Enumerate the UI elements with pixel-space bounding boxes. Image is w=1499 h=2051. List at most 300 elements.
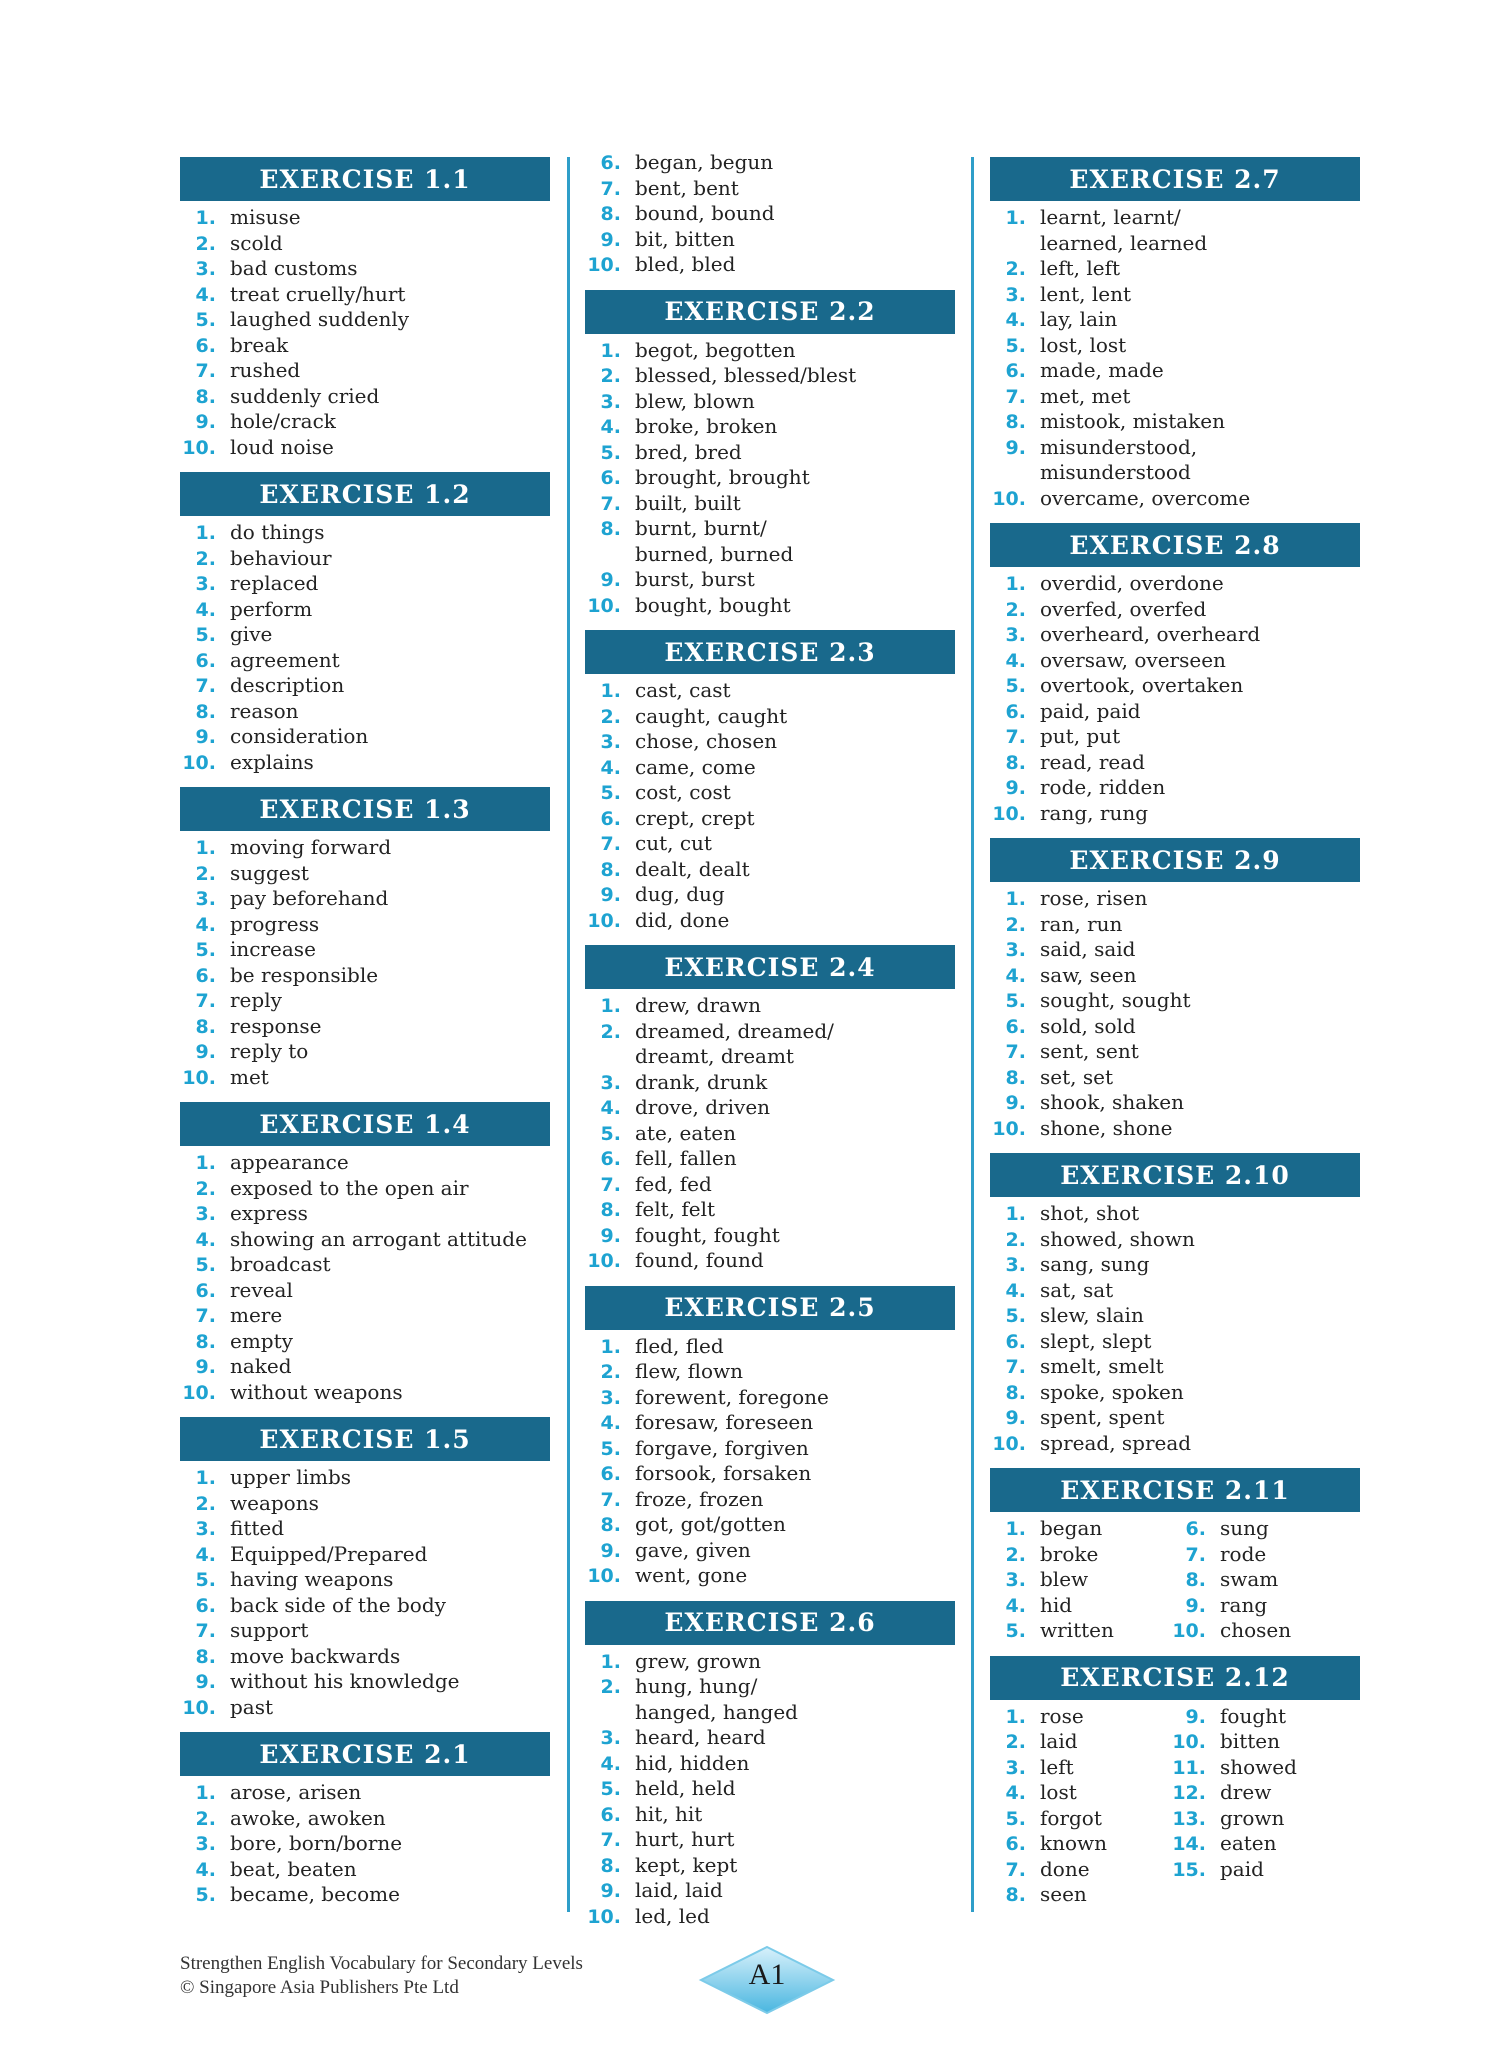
item-answer: beat, beaten — [230, 1856, 357, 1881]
item-answer: reason — [230, 698, 299, 723]
item-answer: move backwards — [230, 1643, 401, 1668]
item-number: 10. — [992, 1117, 1026, 1140]
item-answer: burnt, burnt/ — [635, 516, 767, 540]
item-number: 1. — [1005, 1518, 1026, 1540]
answer-item — [585, 1512, 955, 1538]
item-answer: misuse — [230, 205, 301, 229]
answer-item — [585, 1538, 955, 1564]
answer-item — [585, 857, 955, 883]
item-number: 1. — [195, 207, 216, 229]
item-answer: said, said — [1040, 937, 1136, 961]
item-number: 7. — [600, 1173, 621, 1196]
item-answer: scold — [230, 230, 283, 255]
item-answer: perform — [230, 596, 313, 621]
item-answer: suggest — [230, 860, 309, 885]
answer-item — [585, 414, 955, 440]
item-number: 6. — [1005, 1833, 1026, 1855]
column-divider — [971, 157, 974, 1912]
answer-item — [180, 1618, 550, 1644]
item-number: 1. — [1005, 1705, 1026, 1728]
item-number: 1. — [600, 995, 621, 1017]
answer-item — [180, 409, 550, 435]
item-number: 12. — [1172, 1782, 1206, 1804]
answer-item — [180, 546, 550, 572]
answer-item — [585, 338, 955, 364]
item-answer: left, left — [1040, 256, 1121, 280]
item-number: 6. — [1005, 700, 1026, 723]
item-number: 7. — [600, 492, 621, 515]
item-answer: forsook, forsaken — [635, 1461, 812, 1485]
answer-item — [180, 205, 550, 231]
item-number: 8. — [195, 1645, 216, 1668]
item-answer: laughed suddenly — [230, 307, 410, 331]
item-number: 5. — [195, 309, 216, 331]
item-answer: fled, fled — [635, 1333, 724, 1358]
item-number: 2. — [600, 1020, 621, 1043]
item-answer: blew, blown — [635, 388, 755, 413]
answer-item — [585, 729, 955, 755]
item-answer: heard, heard — [635, 1725, 766, 1749]
item-answer-continuation: misunderstood — [1040, 460, 1191, 484]
item-answer: grew, grown — [635, 1648, 762, 1673]
item-answer: crept, crept — [635, 805, 755, 830]
item-number: 6. — [600, 1803, 621, 1826]
item-answer: done — [1040, 1856, 1090, 1881]
item-answer: written — [1040, 1618, 1114, 1642]
item-number: 3. — [1005, 1254, 1026, 1276]
item-number: 13. — [1172, 1807, 1206, 1830]
item-number: 10. — [182, 1696, 216, 1719]
exercise-heading: EXERCISE 2.4 — [585, 945, 955, 989]
answer-item — [585, 1095, 955, 1121]
answer-item — [990, 435, 1360, 461]
item-answer: held, held — [635, 1776, 736, 1800]
item-answer: rang, rung — [1040, 800, 1149, 825]
item-number: 4. — [195, 1228, 216, 1251]
answer-item — [990, 1303, 1360, 1329]
answer-item — [1170, 1729, 1360, 1755]
item-number: 5. — [1005, 1305, 1026, 1327]
exercise-block — [180, 472, 550, 775]
item-number: 8. — [600, 1854, 621, 1877]
item-number: 3. — [600, 1727, 621, 1749]
item-number: 15. — [1172, 1858, 1206, 1881]
answer-item — [990, 486, 1360, 512]
item-answer: without his knowledge — [230, 1669, 460, 1693]
item-answer: sung — [1220, 1516, 1269, 1540]
exercise-block — [180, 1102, 550, 1405]
answer-item — [585, 1461, 955, 1487]
item-number: 8. — [1005, 411, 1026, 433]
item-number: 10. — [182, 751, 216, 774]
exercise-block — [990, 523, 1360, 826]
answer-item — [180, 1065, 550, 1091]
item-number: 3. — [195, 258, 216, 280]
item-number: 1. — [195, 1467, 216, 1489]
item-answer: fed, fed — [635, 1171, 712, 1196]
answer-item — [180, 1857, 550, 1883]
answer-item — [990, 1755, 1170, 1781]
item-number: 5. — [1005, 334, 1026, 357]
answer-item — [180, 1176, 550, 1202]
item-answer: having weapons — [230, 1567, 394, 1591]
item-answer: paid, paid — [1040, 698, 1141, 723]
answer-item — [585, 1802, 955, 1828]
item-answer: fought, fought — [635, 1222, 780, 1247]
item-answer: forgot — [1040, 1805, 1102, 1830]
item-number: 1. — [195, 837, 216, 859]
item-number: 10. — [182, 1381, 216, 1404]
item-answer: overdid, overdone — [1040, 571, 1224, 595]
exercise-block — [990, 1656, 1360, 1908]
item-answer: bound, bound — [635, 201, 775, 225]
footer-copyright: © Singapore Asia Publishers Pte Ltd — [180, 1977, 459, 1998]
answer-column-2 — [585, 150, 955, 1941]
item-answer: swam — [1220, 1567, 1279, 1591]
item-answer: dug, dug — [635, 882, 725, 906]
answer-item — [585, 176, 955, 202]
answer-item — [990, 205, 1360, 231]
item-number: 1. — [195, 1782, 216, 1804]
item-answer: reply to — [230, 1039, 309, 1063]
answer-item — [990, 724, 1360, 750]
answer-item — [990, 1593, 1170, 1619]
answer-item — [180, 1227, 550, 1253]
item-number: 10. — [992, 487, 1026, 510]
answer-item — [585, 1751, 955, 1777]
answer-item — [1170, 1542, 1360, 1568]
answer-item — [585, 882, 955, 908]
item-number: 1. — [195, 522, 216, 544]
item-answer: lost, lost — [1040, 332, 1127, 357]
item-number: 5. — [195, 1884, 216, 1906]
answer-item — [1170, 1567, 1360, 1593]
item-number: 3. — [1005, 939, 1026, 961]
item-number: 3. — [1005, 283, 1026, 306]
answer-item — [990, 1882, 1170, 1908]
answer-item — [990, 1431, 1360, 1457]
answer-item — [990, 1014, 1360, 1040]
item-answer: give — [230, 622, 273, 646]
item-answer: shot, shot — [1040, 1201, 1140, 1225]
answer-item — [990, 1831, 1170, 1857]
item-number: 14. — [1172, 1833, 1206, 1855]
item-number: 6. — [600, 1463, 621, 1485]
item-number: 2. — [600, 705, 621, 728]
item-answer: left — [1040, 1754, 1074, 1779]
answer-item — [180, 435, 550, 461]
item-number: 1. — [1005, 573, 1026, 595]
item-number: 9. — [600, 228, 621, 251]
item-answer: brought, brought — [635, 465, 810, 489]
item-number: 1. — [1005, 207, 1026, 229]
item-answer: put, put — [1040, 724, 1121, 748]
exercise-heading: EXERCISE 1.5 — [180, 1417, 550, 1461]
item-answer: broke — [1040, 1541, 1099, 1566]
item-answer: do things — [230, 520, 325, 544]
answer-item — [990, 963, 1360, 989]
item-number: 5. — [195, 1569, 216, 1591]
exercise-heading: EXERCISE 2.11 — [990, 1468, 1360, 1512]
item-answer: rose — [1040, 1703, 1084, 1728]
answer-item — [180, 673, 550, 699]
item-answer: agreement — [230, 647, 340, 672]
answer-item — [180, 1669, 550, 1695]
item-answer: be responsible — [230, 962, 379, 987]
answer-item — [585, 150, 955, 176]
item-answer: drew, drawn — [635, 993, 761, 1017]
answer-item — [1170, 1516, 1360, 1542]
item-answer: sat, sat — [1040, 1277, 1114, 1302]
item-answer: mistook, mistaken — [1040, 409, 1225, 433]
answer-item — [585, 465, 955, 491]
answer-item — [585, 252, 955, 278]
item-answer: foresaw, foreseen — [635, 1410, 814, 1434]
item-answer: overcame, overcome — [1040, 485, 1251, 510]
answer-item — [990, 1252, 1360, 1278]
item-answer: oversaw, overseen — [1040, 647, 1226, 672]
answer-item — [990, 256, 1360, 282]
item-answer: fitted — [230, 1516, 285, 1540]
item-answer: bought, bought — [635, 592, 791, 617]
answer-item — [180, 384, 550, 410]
answer-item — [585, 491, 955, 517]
answer-item — [990, 597, 1360, 623]
answer-item — [990, 333, 1360, 359]
answer-item — [585, 755, 955, 781]
answer-item — [180, 1806, 550, 1832]
answer-item — [990, 409, 1360, 435]
answer-item — [990, 1278, 1360, 1304]
item-number: 1. — [600, 680, 621, 702]
item-answer: began — [1040, 1516, 1103, 1540]
answer-item — [180, 307, 550, 333]
answer-item — [180, 358, 550, 384]
answer-item — [180, 699, 550, 725]
answer-item — [1170, 1755, 1360, 1781]
item-number: 7. — [1005, 385, 1026, 408]
answer-item — [180, 1593, 550, 1619]
item-answer: bred, bred — [635, 439, 742, 464]
item-number: 10. — [587, 254, 621, 276]
answer-item — [990, 801, 1360, 827]
item-answer: caught, caught — [635, 703, 788, 728]
answer-item — [585, 1223, 955, 1249]
footer — [180, 1952, 583, 2000]
item-number: 4. — [1005, 1279, 1026, 1302]
answer-item — [180, 231, 550, 257]
answer-item — [990, 1806, 1170, 1832]
answer-item — [585, 1563, 955, 1589]
item-answer: sought, sought — [1040, 988, 1191, 1012]
answer-item — [990, 1405, 1360, 1431]
item-answer: misunderstood, — [1040, 434, 1198, 459]
item-number: 4. — [195, 598, 216, 621]
answer-item — [990, 648, 1360, 674]
item-answer: upper limbs — [230, 1465, 352, 1489]
item-number: 1. — [600, 1650, 621, 1673]
item-answer: forewent, foregone — [635, 1384, 829, 1409]
answer-item — [990, 1542, 1170, 1568]
item-answer: rang — [1220, 1592, 1268, 1617]
item-answer: dealt, dealt — [635, 856, 750, 881]
answer-item — [585, 1359, 955, 1385]
answer-item — [990, 1354, 1360, 1380]
answer-item — [990, 775, 1360, 801]
item-answer: burst, burst — [635, 567, 755, 591]
answer-item — [585, 227, 955, 253]
answer-item — [180, 256, 550, 282]
item-answer: drank, drunk — [635, 1069, 768, 1094]
exercise-block — [990, 838, 1360, 1141]
item-answer: spread, spread — [1040, 1430, 1192, 1455]
answer-item — [585, 1827, 955, 1853]
item-number: 6. — [1005, 360, 1026, 382]
answer-item — [585, 1904, 955, 1930]
item-answer: broke, broken — [635, 414, 778, 438]
item-answer: set, set — [1040, 1064, 1113, 1089]
item-answer: hurt, hurt — [635, 1827, 735, 1851]
answer-item — [990, 750, 1360, 776]
answer-item — [180, 1831, 550, 1857]
exercise-heading: EXERCISE 1.1 — [180, 157, 550, 201]
answer-item — [180, 622, 550, 648]
item-answer: progress — [230, 911, 320, 936]
item-answer: appearance — [230, 1150, 349, 1174]
item-number: 4. — [195, 1543, 216, 1566]
item-answer: shone, shone — [1040, 1115, 1173, 1140]
answer-item — [180, 886, 550, 912]
answer-item — [990, 1227, 1360, 1253]
item-number: 3. — [1005, 624, 1026, 646]
exercise-block — [585, 1601, 955, 1930]
answer-item — [585, 1649, 955, 1675]
item-answer: hung, hung/ — [635, 1674, 758, 1698]
item-number: 3. — [195, 1833, 216, 1855]
item-answer: loud noise — [230, 434, 334, 459]
item-number: 9. — [600, 1539, 621, 1562]
item-answer: hit, hit — [635, 1801, 703, 1826]
exercise-heading: EXERCISE 1.2 — [180, 472, 550, 516]
item-answer: dreamed, dreamed/ — [635, 1018, 834, 1043]
item-answer: suddenly cried — [230, 383, 380, 408]
item-answer: slew, slain — [1040, 1303, 1144, 1327]
answer-item — [990, 1704, 1170, 1730]
item-number: 8. — [195, 385, 216, 408]
item-number: 8. — [1005, 1066, 1026, 1089]
item-answer: seen — [1040, 1882, 1087, 1906]
answer-item — [585, 1385, 955, 1411]
item-number: 7. — [1005, 1858, 1026, 1881]
answer-item — [585, 1070, 955, 1096]
answer-item — [990, 1729, 1170, 1755]
answer-item — [585, 1853, 955, 1879]
answer-item — [585, 1776, 955, 1802]
item-number: 5. — [195, 1254, 216, 1276]
answer-item — [585, 1674, 955, 1700]
item-answer: overfed, overfed — [1040, 596, 1207, 621]
item-answer: replaced — [230, 571, 319, 595]
item-number: 5. — [1005, 990, 1026, 1012]
item-answer: explains — [230, 749, 314, 774]
answer-item — [585, 1248, 955, 1274]
exercise-heading: EXERCISE 2.1 — [180, 1732, 550, 1776]
item-answer: lent, lent — [1040, 281, 1132, 306]
item-number: 6. — [600, 807, 621, 830]
item-answer: showed, shown — [1040, 1226, 1195, 1251]
item-number: 6. — [1005, 1015, 1026, 1038]
answer-item — [180, 1491, 550, 1517]
item-answer-continuation: dreamt, dreamt — [635, 1044, 794, 1068]
answer-item — [180, 912, 550, 938]
item-answer: drew — [1220, 1780, 1272, 1804]
item-number: 4. — [600, 1752, 621, 1775]
item-number: 5. — [1005, 1620, 1026, 1642]
answer-item — [180, 1516, 550, 1542]
item-answer: behaviour — [230, 545, 332, 570]
item-number: 8. — [1185, 1569, 1206, 1591]
answer-item — [180, 1014, 550, 1040]
item-number: 8. — [600, 518, 621, 540]
item-number: 6. — [195, 334, 216, 357]
exercise-block — [180, 787, 550, 1090]
item-answer: began, begun — [635, 150, 774, 174]
item-number: 2. — [195, 1492, 216, 1515]
item-number: 8. — [600, 1514, 621, 1536]
item-answer: slept, slept — [1040, 1328, 1152, 1353]
exercise-heading: EXERCISE 2.9 — [990, 838, 1360, 882]
item-answer: hid, hidden — [635, 1750, 750, 1775]
answer-item — [990, 1380, 1360, 1406]
answer-item — [990, 1201, 1360, 1227]
item-answer: shook, shaken — [1040, 1090, 1184, 1114]
answer-item — [180, 835, 550, 861]
item-number: 7. — [195, 360, 216, 382]
answer-item — [585, 780, 955, 806]
item-answer: found, found — [635, 1248, 764, 1272]
answer-item — [585, 1197, 955, 1223]
item-answer: moving forward — [230, 835, 392, 859]
answer-item — [585, 440, 955, 466]
item-number: 3. — [600, 731, 621, 753]
item-number: 2. — [195, 862, 216, 885]
item-number: 2. — [600, 365, 621, 387]
item-number: 3. — [195, 573, 216, 595]
answer-item — [180, 1780, 550, 1806]
answer-item — [585, 593, 955, 619]
answer-item — [180, 282, 550, 308]
item-answer: grown — [1220, 1805, 1285, 1830]
item-answer: spent, spent — [1040, 1405, 1165, 1429]
item-number: 5. — [195, 624, 216, 646]
item-number: 9. — [1005, 436, 1026, 459]
item-answer: sent, sent — [1040, 1039, 1139, 1063]
answer-item — [1170, 1618, 1360, 1644]
item-number: 3. — [1005, 1756, 1026, 1779]
exercise-heading: EXERCISE 2.8 — [990, 523, 1360, 567]
item-answer: rushed — [230, 358, 301, 382]
item-answer: rode, ridden — [1040, 775, 1166, 799]
item-number: 10. — [587, 1250, 621, 1272]
item-answer: blew — [1040, 1567, 1089, 1591]
item-number: 1. — [600, 1335, 621, 1358]
answer-item — [990, 1090, 1360, 1116]
item-number: 3. — [600, 390, 621, 413]
item-number: 7. — [600, 1488, 621, 1511]
exercise-block — [990, 1468, 1360, 1644]
item-number: 2. — [1005, 913, 1026, 936]
answer-item — [585, 201, 955, 227]
